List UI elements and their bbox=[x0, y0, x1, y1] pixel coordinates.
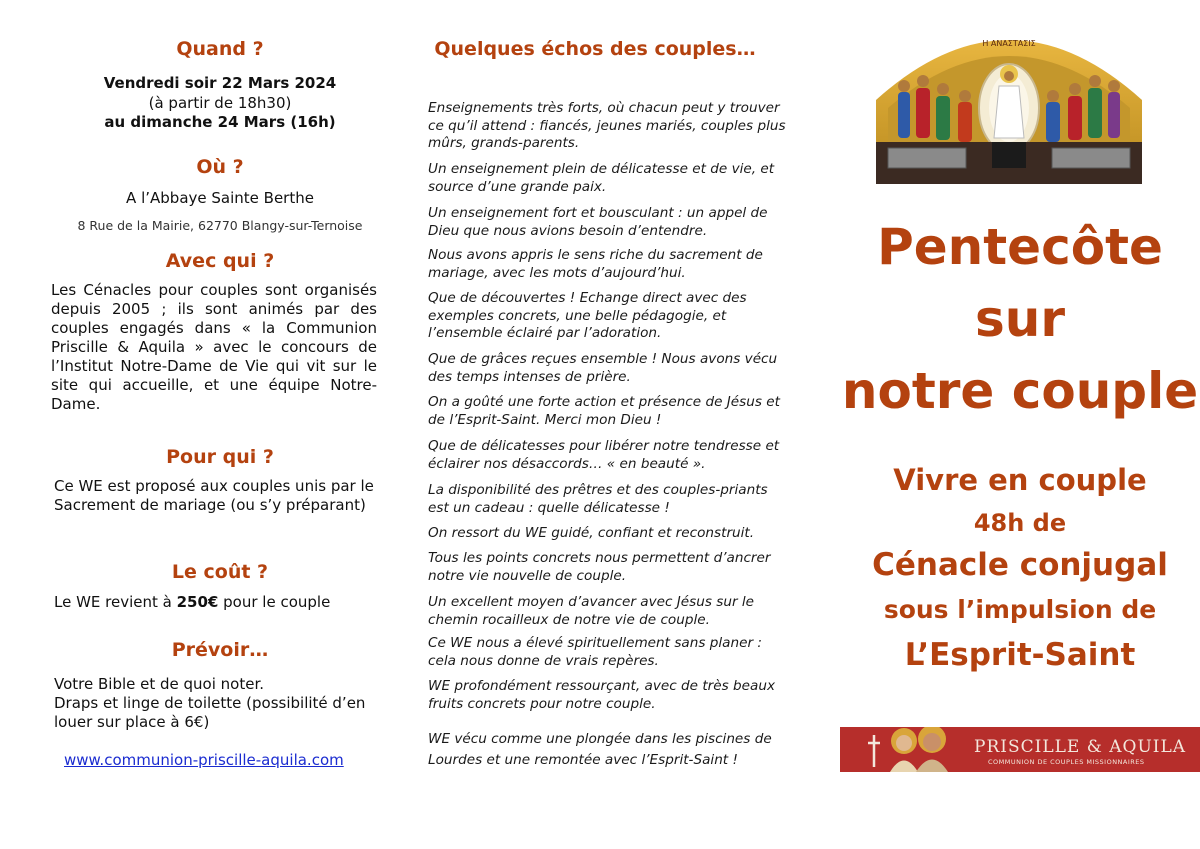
ou-heading: Où ? bbox=[196, 156, 244, 178]
echo-item: On a goûté une forte action et présence de Jésus et de l’Esprit-Saint. Merci mon Dieu ! bbox=[428, 394, 780, 428]
pour-text: Ce WE est proposé aux couples unis par le Sacrement de mariage (ou s’y préparant) bbox=[54, 477, 374, 514]
echo-item: Que de grâces reçues ensemble ! Nous avons vécu des temps intenses de prière. bbox=[428, 351, 778, 385]
date-end: au dimanche 24 Mars (16h) bbox=[104, 113, 336, 131]
resurrection-icon bbox=[876, 30, 1142, 184]
banner-subtitle: COMMUNION DE COUPLES MISSIONNAIRES bbox=[988, 758, 1145, 766]
cout-prefix: Le WE revient à bbox=[54, 593, 177, 611]
title-line1: Pentecôte bbox=[877, 218, 1163, 276]
title-line3: notre couple bbox=[841, 362, 1199, 420]
avec-text: Les Cénacles pour couples sont organisés depuis 2005 ; ils sont animés par des couples engagés dans « la Communion Priscille & Aquila » avec le concours de l’Institut Notre-Dame de Vie qui vit sur le site qui accueille, et une équipe Notre-Dame. bbox=[51, 281, 377, 413]
subtitle-vivre: Vivre en couple bbox=[893, 463, 1147, 497]
echo-item: Nous avons appris le sens riche du sacrement de mariage, avec les mots d’aujourd’hui. bbox=[428, 247, 763, 281]
subtitle-esprit: L’Esprit-Saint bbox=[904, 637, 1136, 673]
quand-heading: Quand ? bbox=[176, 38, 264, 60]
echo-item: Un enseignement plein de délicatesse et de vie, et source d’une grande paix. bbox=[428, 161, 775, 195]
title-line2: sur bbox=[974, 290, 1065, 348]
echo-item: Ce WE nous a élevé spirituellement sans planer : cela nous donne de vrais repères. bbox=[428, 635, 762, 669]
prevoir-line2: Draps et linge de toilette (possibilité d’en louer sur place à 6€) bbox=[54, 694, 366, 731]
place-address: 8 Rue de la Mairie, 62770 Blangy-sur-Ternoise bbox=[77, 218, 363, 233]
cout-text bbox=[54, 593, 380, 612]
date-start: Vendredi soir 22 Mars 2024 bbox=[103, 74, 337, 92]
prevoir-heading: Prévoir… bbox=[171, 639, 269, 661]
cout-price: 250€ bbox=[176, 593, 219, 611]
echo-item: La disponibilité des prêtres et des couples-priants est un cadeau : quelle délicatesse ! bbox=[428, 482, 768, 516]
subtitle-48h: 48h de bbox=[973, 509, 1067, 537]
echo-item: Un enseignement fort et bousculant : un appel de Dieu que nous avions besoin d’entendre. bbox=[428, 205, 768, 239]
cout-heading: Le coût ? bbox=[171, 561, 269, 583]
website-link[interactable]: www.communion-priscille-aquila.com bbox=[64, 751, 344, 769]
echo-item: Que de découvertes ! Echange direct avec des exemples concrets, une belle pédagogie, et l’ensemble éclairé par l’adoration. bbox=[428, 290, 747, 341]
saints-icon bbox=[860, 727, 970, 772]
echo-item: On ressort du WE guidé, confiant et reconstruit. bbox=[428, 525, 755, 541]
date-from-time: (à partir de 18h30) bbox=[148, 94, 292, 112]
echoes-heading: Quelques échos des couples… bbox=[434, 38, 756, 60]
echo-item: WE vécu comme une plongée dans les piscines de Lourdes et une remontée avec l’Esprit-Saint ! bbox=[428, 731, 772, 768]
place-name: A l’Abbaye Sainte Berthe bbox=[126, 189, 314, 207]
avec-heading: Avec qui ? bbox=[165, 250, 275, 272]
echo-item: Enseignements très forts, où chacun peut y trouver ce qu’il attend : fiancés, jeunes mariés, couples plus mûrs, grands-parents. bbox=[428, 100, 786, 151]
echo-item: Un excellent moyen d’avancer avec Jésus sur le chemin rocailleux de notre vie de couple. bbox=[428, 594, 754, 628]
priscille-aquila-banner bbox=[840, 727, 1200, 772]
echo-item: WE profondément ressourçant, avec de très beaux fruits concrets pour notre couple. bbox=[428, 678, 776, 712]
subtitle-cenacle: Cénacle conjugal bbox=[872, 547, 1168, 583]
echo-item: Tous les points concrets nous permettent d’ancrer notre vie nouvelle de couple. bbox=[428, 550, 771, 584]
icon-inscription: Η ΑΝΑΣΤΑΣΙΣ bbox=[982, 39, 1036, 48]
echo-item: Que de délicatesses pour libérer notre tendresse et éclairer nos désaccords… « en beauté ». bbox=[428, 438, 780, 472]
pour-heading: Pour qui ? bbox=[166, 446, 274, 468]
prevoir-line1: Votre Bible et de quoi noter. bbox=[54, 675, 265, 693]
cout-suffix: pour le couple bbox=[218, 593, 331, 611]
banner-name: PRISCILLE & AQUILA bbox=[974, 737, 1187, 757]
subtitle-impulsion: sous l’impulsion de bbox=[883, 595, 1157, 624]
